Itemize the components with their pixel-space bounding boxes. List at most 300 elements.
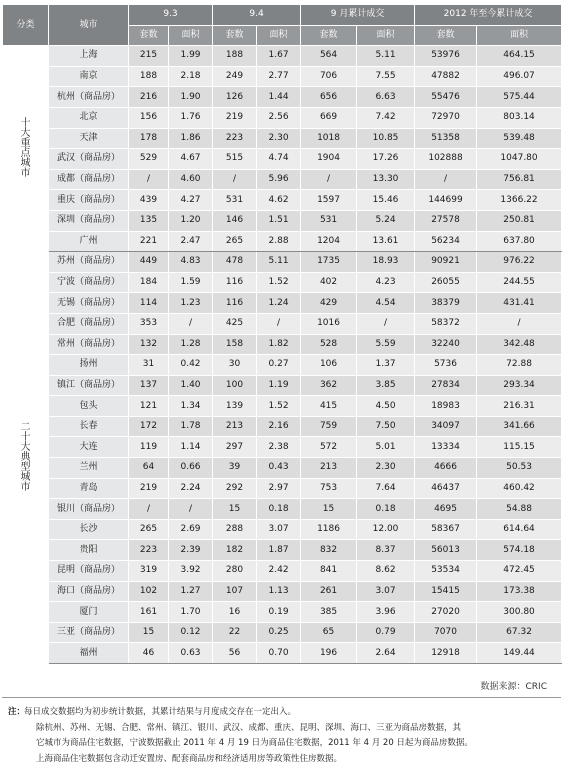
value-cell: 2.39 — [169, 540, 213, 561]
value-cell: 449 — [129, 252, 169, 273]
value-cell: 34097 — [415, 416, 477, 437]
value-cell: 106 — [301, 355, 357, 376]
value-cell: 1.44 — [257, 87, 301, 108]
table-row — [3, 66, 562, 87]
header-city: 城市 — [49, 5, 129, 46]
table-row — [3, 458, 562, 479]
value-cell: 531 — [213, 190, 257, 211]
city-cell: 无锡（商品房） — [49, 293, 129, 314]
value-cell: 1016 — [301, 313, 357, 334]
city-cell: 包头 — [49, 396, 129, 417]
value-cell: 7.55 — [357, 66, 415, 87]
value-cell: 2.69 — [169, 519, 213, 540]
value-cell: 15 — [129, 622, 169, 643]
value-cell: 574.18 — [477, 540, 562, 561]
value-cell: 3.07 — [257, 519, 301, 540]
table-row — [3, 107, 562, 128]
value-cell: 1018 — [301, 128, 357, 149]
value-cell: 121 — [129, 396, 169, 417]
value-cell: 56013 — [415, 540, 477, 561]
city-cell: 武汉（商品房） — [49, 149, 129, 170]
value-cell: 135 — [129, 210, 169, 231]
city-cell: 福州 — [49, 643, 129, 664]
value-cell: 219 — [129, 478, 169, 499]
value-cell: 5.59 — [357, 334, 415, 355]
value-cell: 280 — [213, 561, 257, 582]
note-line: 除杭州、苏州、无锡、合肥、常州、镇江、银川、武汉、成都、重庆、昆明、深圳、海口、三亚为商品房数据，其 — [36, 722, 462, 733]
table-row — [3, 540, 562, 561]
value-cell: 244.55 — [477, 272, 562, 293]
value-cell: 2.77 — [257, 66, 301, 87]
value-cell: 56234 — [415, 231, 477, 252]
value-cell: 0.18 — [357, 499, 415, 520]
value-cell: 223 — [129, 540, 169, 561]
value-cell: 265 — [213, 231, 257, 252]
value-cell: 4.50 — [357, 396, 415, 417]
value-cell: 139 — [213, 396, 257, 417]
value-cell: 249 — [213, 66, 257, 87]
value-cell: 1186 — [301, 519, 357, 540]
value-cell: 18.93 — [357, 252, 415, 273]
header-row-groups — [3, 5, 562, 26]
value-cell: 341.66 — [477, 416, 562, 437]
value-cell: 0.27 — [257, 355, 301, 376]
table-row — [3, 87, 562, 108]
value-cell: 27020 — [415, 602, 477, 623]
value-cell: 13.30 — [357, 169, 415, 190]
value-cell: 7070 — [415, 622, 477, 643]
value-cell: 4.23 — [357, 272, 415, 293]
value-cell: 1.86 — [169, 128, 213, 149]
value-cell: 7.50 — [357, 416, 415, 437]
value-cell: 1.14 — [169, 437, 213, 458]
value-cell: / — [301, 169, 357, 190]
table-row — [3, 499, 562, 520]
value-cell: 15 — [301, 499, 357, 520]
header-sub: 面积 — [477, 25, 562, 46]
value-cell: 293.34 — [477, 375, 562, 396]
city-cell: 南京 — [49, 66, 129, 87]
value-cell: 669 — [301, 107, 357, 128]
value-cell: 1.52 — [257, 272, 301, 293]
value-cell: 564 — [301, 46, 357, 67]
city-cell: 三亚（商品房） — [49, 622, 129, 643]
city-cell: 兰州 — [49, 458, 129, 479]
value-cell: 297 — [213, 437, 257, 458]
value-cell: 0.63 — [169, 643, 213, 664]
value-cell: 119 — [129, 437, 169, 458]
value-cell: 539.48 — [477, 128, 562, 149]
value-cell: 115.15 — [477, 437, 562, 458]
value-cell: 5.96 — [257, 169, 301, 190]
table-row — [3, 169, 562, 190]
value-cell: 342.48 — [477, 334, 562, 355]
value-cell: 65 — [301, 622, 357, 643]
value-cell: 464.15 — [477, 46, 562, 67]
value-cell: 3.85 — [357, 375, 415, 396]
value-cell: 1366.22 — [477, 190, 562, 211]
value-cell: 2.64 — [357, 643, 415, 664]
value-cell: 26055 — [415, 272, 477, 293]
header-group: 9.3 — [129, 5, 213, 26]
city-cell: 青岛 — [49, 478, 129, 499]
value-cell: 114 — [129, 293, 169, 314]
value-cell: 0.19 — [257, 602, 301, 623]
value-cell: 15415 — [415, 581, 477, 602]
value-cell: 362 — [301, 375, 357, 396]
value-cell: 319 — [129, 561, 169, 582]
value-cell: 2.24 — [169, 478, 213, 499]
value-cell: / — [415, 169, 477, 190]
city-cell: 常州（商品房） — [49, 334, 129, 355]
city-cell: 厦门 — [49, 602, 129, 623]
value-cell: 515 — [213, 149, 257, 170]
table-row — [3, 293, 562, 314]
value-cell: 478 — [213, 252, 257, 273]
value-cell: 288 — [213, 519, 257, 540]
value-cell: 429 — [301, 293, 357, 314]
value-cell: 31 — [129, 355, 169, 376]
transaction-table — [2, 4, 562, 664]
value-cell: 51358 — [415, 128, 477, 149]
value-cell: 146 — [213, 210, 257, 231]
value-cell: 17.26 — [357, 149, 415, 170]
value-cell: 0.66 — [169, 458, 213, 479]
value-cell: 30 — [213, 355, 257, 376]
value-cell: 0.70 — [257, 643, 301, 664]
table-row — [3, 272, 562, 293]
value-cell: 56 — [213, 643, 257, 664]
value-cell: 3.92 — [169, 561, 213, 582]
value-cell: 132 — [129, 334, 169, 355]
table-row — [3, 643, 562, 664]
category-cell: 二 十 大 典 型 城 市 — [3, 252, 49, 664]
value-cell: 1204 — [301, 231, 357, 252]
value-cell: 759 — [301, 416, 357, 437]
value-cell: 15.46 — [357, 190, 415, 211]
table-row — [3, 602, 562, 623]
value-cell: 144699 — [415, 190, 477, 211]
value-cell: 10.85 — [357, 128, 415, 149]
city-cell: 成都（商品房） — [49, 169, 129, 190]
value-cell: 32240 — [415, 334, 477, 355]
value-cell: 2.97 — [257, 478, 301, 499]
table-row — [3, 252, 562, 273]
value-cell: 216 — [129, 87, 169, 108]
table-row — [3, 313, 562, 334]
value-cell: 2.38 — [257, 437, 301, 458]
note-line: 它城市为商品住宅数据，宁波数据截止 2011 年 4 月 19 日为商品住宅数据，2011 年 4 月 20 日起为商品房数据。 — [36, 738, 473, 748]
value-cell: 1.19 — [257, 375, 301, 396]
value-cell: 832 — [301, 540, 357, 561]
city-cell: 上海 — [49, 46, 129, 67]
value-cell: 64 — [129, 458, 169, 479]
value-cell: 1.52 — [257, 396, 301, 417]
value-cell: / — [477, 313, 562, 334]
value-cell: 172 — [129, 416, 169, 437]
value-cell: 1.13 — [257, 581, 301, 602]
note-line: 上海商品住宅数据包含动迁安置房、配套商品房和经济适用房等政策性住房数据。 — [36, 753, 343, 764]
city-cell: 苏州（商品房） — [49, 252, 129, 273]
value-cell: 1.99 — [169, 46, 213, 67]
header-sub: 套数 — [129, 25, 169, 46]
table-row — [3, 190, 562, 211]
city-cell: 长春 — [49, 416, 129, 437]
value-cell: 1.67 — [257, 46, 301, 67]
value-cell: 188 — [213, 46, 257, 67]
value-cell: 1.34 — [169, 396, 213, 417]
value-cell: 529 — [129, 149, 169, 170]
value-cell: 8.37 — [357, 540, 415, 561]
table-row — [3, 437, 562, 458]
value-cell: 90921 — [415, 252, 477, 273]
value-cell: 496.07 — [477, 66, 562, 87]
value-cell: 5.11 — [357, 46, 415, 67]
value-cell: 1.23 — [169, 293, 213, 314]
value-cell: / — [169, 499, 213, 520]
header-sub: 面积 — [257, 25, 301, 46]
table-row — [3, 561, 562, 582]
value-cell: 425 — [213, 313, 257, 334]
header-sub: 套数 — [415, 25, 477, 46]
divider — [2, 697, 561, 698]
value-cell: 173.38 — [477, 581, 562, 602]
value-cell: 184 — [129, 272, 169, 293]
header-sub: 面积 — [357, 25, 415, 46]
value-cell: / — [357, 313, 415, 334]
note-line: 每日成交数据均为初步统计数据，其累计结果与月度成交存在一定出入。 — [24, 707, 297, 717]
value-cell: 575.44 — [477, 87, 562, 108]
city-cell: 重庆（商品房） — [49, 190, 129, 211]
value-cell: 5736 — [415, 355, 477, 376]
value-cell: 72.88 — [477, 355, 562, 376]
value-cell: 2.30 — [257, 128, 301, 149]
value-cell: 656 — [301, 87, 357, 108]
value-cell: 1.90 — [169, 87, 213, 108]
value-cell: 5.11 — [257, 252, 301, 273]
value-cell: 353 — [129, 313, 169, 334]
value-cell: 528 — [301, 334, 357, 355]
value-cell: / — [129, 169, 169, 190]
value-cell: 3.07 — [357, 581, 415, 602]
value-cell: 22 — [213, 622, 257, 643]
value-cell: 12918 — [415, 643, 477, 664]
value-cell: 460.42 — [477, 478, 562, 499]
value-cell: 182 — [213, 540, 257, 561]
value-cell: 54.88 — [477, 499, 562, 520]
value-cell: 2.30 — [357, 458, 415, 479]
city-cell: 广州 — [49, 231, 129, 252]
value-cell: 4666 — [415, 458, 477, 479]
table-row — [3, 375, 562, 396]
value-cell: 58372 — [415, 313, 477, 334]
city-cell: 海口（商品房） — [49, 581, 129, 602]
value-cell: 100 — [213, 375, 257, 396]
value-cell: 415 — [301, 396, 357, 417]
value-cell: 1904 — [301, 149, 357, 170]
header-sub: 套数 — [301, 25, 357, 46]
value-cell: / — [169, 313, 213, 334]
value-cell: 158 — [213, 334, 257, 355]
value-cell: 572 — [301, 437, 357, 458]
value-cell: 1.70 — [169, 602, 213, 623]
table-row — [3, 416, 562, 437]
value-cell: 3.96 — [357, 602, 415, 623]
city-cell: 贵阳 — [49, 540, 129, 561]
value-cell: 1.76 — [169, 107, 213, 128]
value-cell: 46 — [129, 643, 169, 664]
value-cell: 2.47 — [169, 231, 213, 252]
value-cell: 7.64 — [357, 478, 415, 499]
value-cell: 841 — [301, 561, 357, 582]
value-cell: 1.78 — [169, 416, 213, 437]
value-cell: 12.00 — [357, 519, 415, 540]
value-cell: 221 — [129, 231, 169, 252]
value-cell: 2.56 — [257, 107, 301, 128]
value-cell: 107 — [213, 581, 257, 602]
city-cell: 银川（商品房） — [49, 499, 129, 520]
category-cell: 十 大 重 点 城 市 — [3, 46, 49, 252]
city-cell: 杭州（商品房） — [49, 87, 129, 108]
value-cell: 4.27 — [169, 190, 213, 211]
table-row — [3, 210, 562, 231]
value-cell: 4.83 — [169, 252, 213, 273]
city-cell: 长沙 — [49, 519, 129, 540]
value-cell: 4695 — [415, 499, 477, 520]
table-row — [3, 128, 562, 149]
value-cell: 216.31 — [477, 396, 562, 417]
value-cell: 265 — [129, 519, 169, 540]
value-cell: 402 — [301, 272, 357, 293]
value-cell: 431.41 — [477, 293, 562, 314]
value-cell: 46437 — [415, 478, 477, 499]
value-cell: 0.18 — [257, 499, 301, 520]
header-group: 2012 年至今累计成交 — [415, 5, 562, 26]
value-cell: 4.67 — [169, 149, 213, 170]
value-cell: 4.54 — [357, 293, 415, 314]
value-cell: / — [129, 499, 169, 520]
table-row — [3, 334, 562, 355]
value-cell: 15 — [213, 499, 257, 520]
value-cell: 213 — [213, 416, 257, 437]
header-category: 分类 — [3, 5, 49, 46]
table-row — [3, 478, 562, 499]
value-cell: 1597 — [301, 190, 357, 211]
value-cell: 250.81 — [477, 210, 562, 231]
value-cell: 4.62 — [257, 190, 301, 211]
city-cell: 天津 — [49, 128, 129, 149]
value-cell: 1735 — [301, 252, 357, 273]
value-cell: 472.45 — [477, 561, 562, 582]
value-cell: 637.80 — [477, 231, 562, 252]
value-cell: 38379 — [415, 293, 477, 314]
value-cell: 0.12 — [169, 622, 213, 643]
value-cell: 13334 — [415, 437, 477, 458]
value-cell: 50.53 — [477, 458, 562, 479]
value-cell: 2.18 — [169, 66, 213, 87]
city-cell: 宁波（商品房） — [49, 272, 129, 293]
value-cell: 2.16 — [257, 416, 301, 437]
table-row — [3, 581, 562, 602]
value-cell: 27834 — [415, 375, 477, 396]
value-cell: 5.24 — [357, 210, 415, 231]
table-row — [3, 519, 562, 540]
value-cell: 1.82 — [257, 334, 301, 355]
value-cell: 55476 — [415, 87, 477, 108]
city-cell: 深圳（商品房） — [49, 210, 129, 231]
table-row — [3, 149, 562, 170]
value-cell: 756.81 — [477, 169, 562, 190]
value-cell: 196 — [301, 643, 357, 664]
value-cell: 0.25 — [257, 622, 301, 643]
value-cell: 803.14 — [477, 107, 562, 128]
value-cell: 8.62 — [357, 561, 415, 582]
value-cell: 27578 — [415, 210, 477, 231]
value-cell: 1.20 — [169, 210, 213, 231]
value-cell: 2.88 — [257, 231, 301, 252]
value-cell: 1.37 — [357, 355, 415, 376]
value-cell: 753 — [301, 478, 357, 499]
value-cell: 7.42 — [357, 107, 415, 128]
header-sub: 套数 — [213, 25, 257, 46]
value-cell: 223 — [213, 128, 257, 149]
value-cell: 72970 — [415, 107, 477, 128]
table-body — [3, 46, 562, 664]
value-cell: 614.64 — [477, 519, 562, 540]
value-cell: 292 — [213, 478, 257, 499]
value-cell: 116 — [213, 293, 257, 314]
value-cell: 188 — [129, 66, 169, 87]
value-cell: 67.32 — [477, 622, 562, 643]
table-row — [3, 46, 562, 67]
value-cell: 1.87 — [257, 540, 301, 561]
value-cell: 4.74 — [257, 149, 301, 170]
value-cell: / — [257, 313, 301, 334]
value-cell: 18983 — [415, 396, 477, 417]
value-cell: 149.44 — [477, 643, 562, 664]
value-cell: / — [213, 169, 257, 190]
header-group: 9.4 — [213, 5, 301, 26]
value-cell: 126 — [213, 87, 257, 108]
value-cell: 102888 — [415, 149, 477, 170]
city-cell: 大连 — [49, 437, 129, 458]
value-cell: 0.43 — [257, 458, 301, 479]
table-row — [3, 231, 562, 252]
table-row — [3, 355, 562, 376]
value-cell: 47882 — [415, 66, 477, 87]
value-cell: 1047.80 — [477, 149, 562, 170]
value-cell: 261 — [301, 581, 357, 602]
city-cell: 合肥（商品房） — [49, 313, 129, 334]
value-cell: 58367 — [415, 519, 477, 540]
table-row — [3, 396, 562, 417]
city-cell: 昆明（商品房） — [49, 561, 129, 582]
table-row — [3, 622, 562, 643]
value-cell: 976.22 — [477, 252, 562, 273]
value-cell: 5.01 — [357, 437, 415, 458]
value-cell: 156 — [129, 107, 169, 128]
value-cell: 1.59 — [169, 272, 213, 293]
value-cell: 116 — [213, 272, 257, 293]
value-cell: 1.51 — [257, 210, 301, 231]
value-cell: 531 — [301, 210, 357, 231]
notes-label: 注： — [8, 707, 26, 717]
value-cell: 178 — [129, 128, 169, 149]
value-cell: 1.24 — [257, 293, 301, 314]
value-cell: 6.63 — [357, 87, 415, 108]
city-cell: 北京 — [49, 107, 129, 128]
value-cell: 219 — [213, 107, 257, 128]
